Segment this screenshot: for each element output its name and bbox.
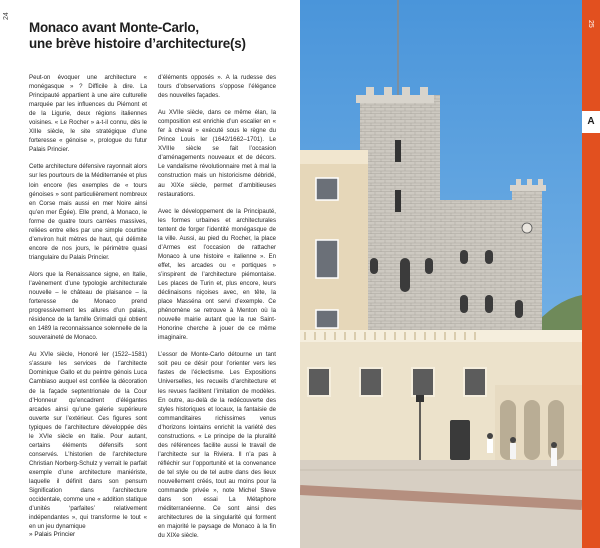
tower-window [395,190,401,212]
window [316,178,338,200]
palace-wall [440,200,515,345]
text-column-1 [29,73,147,539]
window [316,240,338,278]
left-building-cornice [300,150,368,164]
chapter-letter: A [582,111,600,133]
chapter-tab-bar [582,0,600,548]
paragraph: Cette architecture défensive rayonnait alors sur les pourtours de la Méditerranée et plus loin encore (les exemples de « tours génoises » sont particulièrement nombreux en Corse mais aussi en mer Noire ainsi qu’en mer Égée). Elle prend, à Monaco, le forme de quatre tours carrées massives, reliées entre elles par une simple courtine d’environ huit mètres de haut, qui délimite encore de nos jours, le périmètre quasi triangulaire du Palais Princier. [29,163,147,261]
text-column-2 [158,73,276,548]
palace-photo [300,0,582,548]
door [450,420,470,460]
balustrade [300,330,582,342]
main-tower [360,95,440,345]
paragraph: Au XVIIe siècle, dans ce même élan, la composition est enrichie d’un escalier en « fer à cheval » exécuté sous le règne du Prince Louis Ier (1642/1662–1701). Le XVIIIe siècle se fait l’occasion d’aménagements nouveaux et de décors. Le vandalisme révolutionnaire met à mal la construction mais un historicisme débridé, au XIXe siècle, permet d’ambitieuses restaurations. [158,109,276,198]
lamp-icon [416,395,424,402]
title-line-1: Monaco avant Monte-Carlo, [29,20,199,35]
page-title [29,20,289,52]
clock-icon [522,223,532,233]
page-number-left: 24 [3,12,10,20]
tower-window [395,140,401,162]
title-line-2: une brève histoire d’architecture(s) [29,36,246,51]
page-number-right: 25 [587,20,594,28]
paragraph: Avec le développement de la Principauté, les formes urbaines et architecturales tentent de forger l’identité monégasque de la ville. Aussi, au pied du Rocher, la place d’Armes est l’occasion de rattacher Monaco à une histoire « italienne ». En effet, les arcades ou « portiques » s’inspirent de l’architecture piémontaise. Les places de Turin et, plus encore, leurs déclinaisons niçoises avec, en tête, la place Masséna ont servi d’exemple. Ce phénomène se retrouve à Menton où la nouvelle mairie autant que la rue Saint-Honorine cherche à jouer de ce même imaginaire. [158,207,276,342]
window [316,310,338,328]
palace-illustration [300,0,582,548]
paragraph: d’éléments opposés ». A la rudesse des tours d’observations s’oppose l’élégance des nouvelles façades. [158,74,276,100]
paragraph: Alors que la Renaissance signe, en Italie, l’avènement d’une typologie architecturale nouvelle – le château de plaisance – la forteresse de Monaco prend progressivement les allures d’un palais, résidence de la famille Grimaldi qui obtient en 1489 la reconnaissance solennelle de la souveraineté de Monaco. [29,270,147,342]
paragraph: L’essor de Monte-Carlo détourne un tant soit peu ce désir pour l’orienter vers les fastes de l’éclectisme. Les Expositions Universelles, les recueils d’architecture et les revues facilitent l’imitation de modèles. En outre, au-delà de la redécouverte des styles historiques et locaux, la fantaisie de commanditaires richissimes venus d’horizons lointains enrichit la variété des constructions. « Le principe de la pluralité des références facilite aussi le travail de l’architecte sur la Riviera. Il n’a pas à réfléchir sur l’opportunité et la convenance de tel style ou de tel autre dans des lieux nouvellement créés, tout au moins pour la commande privée », note Michel Steve dans son essai La Métaphore méditerranéenne. Ce sont ainsi des architectures de la singularité qui forment en majorité le paysage de Monaco à la fin du XIXe siècle. [158,351,276,540]
photo-caption: » Palais Princier [29,531,76,538]
paragraph: Au XVIe siècle, Honoré Ier (1522–1581) s’assure les services de l’architecte Dominique Gallo et du peintre génois Luca Cambiaso auquel est confiée la décoration de la façade septentrionale de la Cour d’Honneur qu’encadrent d’élégantes arcades ainsi qu’une galerie supérieure ouverte sur l’extérieur. Ces figures sont typiques de l’architecture développée dès le XVIe siècle en Italie. Pour autant, certains éléments défensifs sont conservés. L’historien de l’architecture Christian Norberg-Schulz y verrait le parfait exemple d’une architecture maniériste, laquelle il définit dans son pensum Signification dans l’architecture occidentale, comme une « addition statique d’unités ‘parfaites’ relativement indépendantes », qui transforme le tout « en un jeu dynamique [29,351,147,531]
right-tower [512,185,542,355]
paragraph: Peut-on évoquer une architecture « monégasque » ? Difficile à dire. La Principauté appartient à une aire culturelle marquée par les influences du Piémont et de la Ligurie, deux régions italiennes voisines. « Le Rocher » a-t-il connu, dès le XIIIe siècle, le site stratégique d’une forteresse « génoise », prologue du futur Palais Princier. [29,74,147,154]
